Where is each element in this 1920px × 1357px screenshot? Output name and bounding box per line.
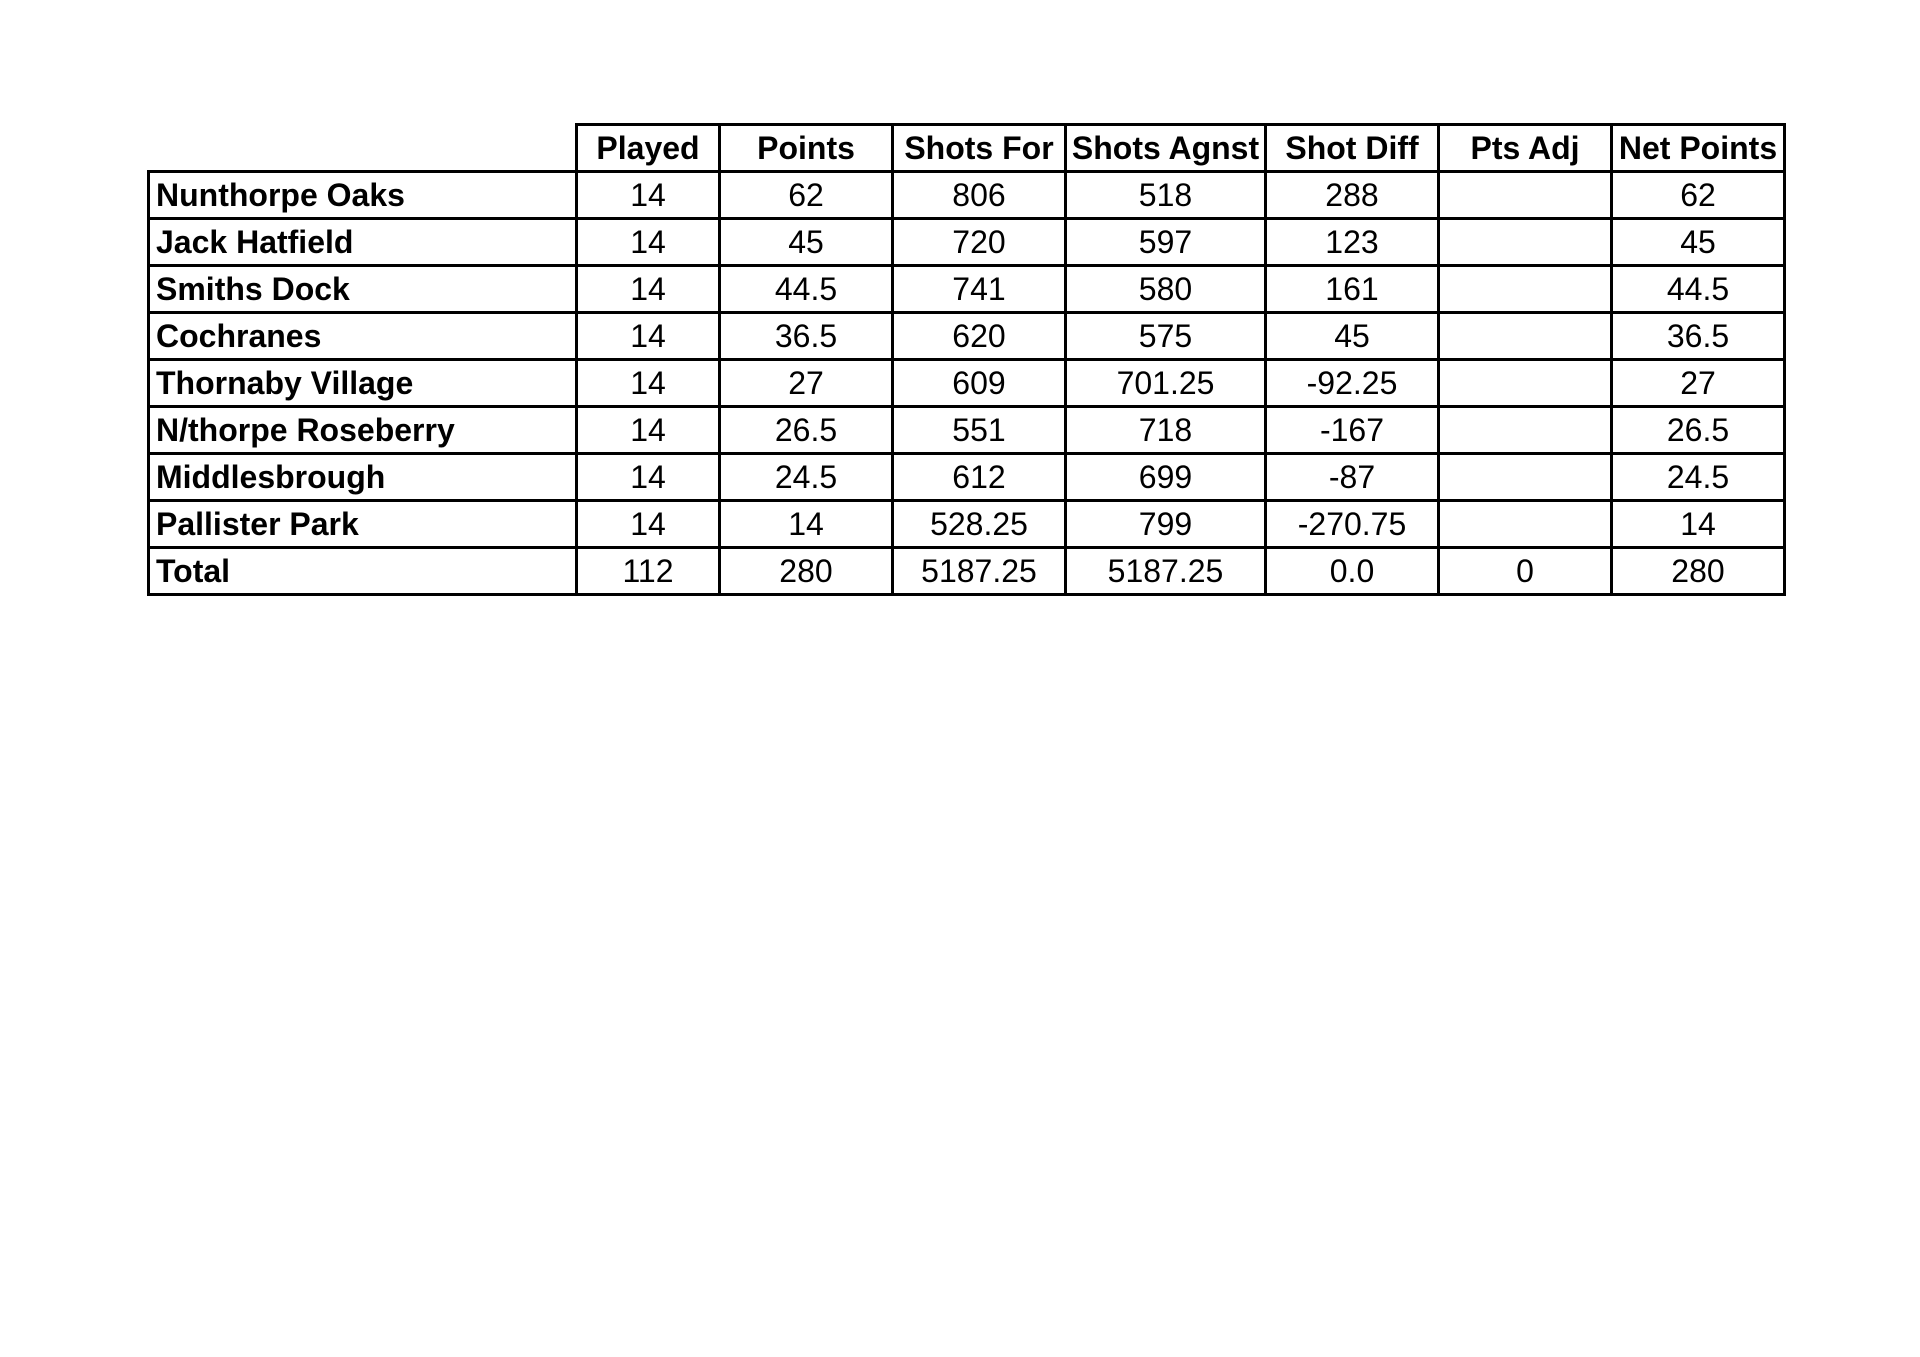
played-cell: 14 xyxy=(577,219,720,266)
pts-adj-cell xyxy=(1439,360,1612,407)
played-cell: 14 xyxy=(577,266,720,313)
shots-agnst-cell: 718 xyxy=(1066,407,1266,454)
column-header-played: Played xyxy=(577,125,720,172)
total-shots-for-cell: 5187.25 xyxy=(893,548,1066,595)
total-label-cell: Total xyxy=(149,548,577,595)
played-cell: 14 xyxy=(577,454,720,501)
total-points-cell: 280 xyxy=(720,548,893,595)
shots-for-cell: 528.25 xyxy=(893,501,1066,548)
column-header-shots-agnst: Shots Agnst xyxy=(1066,125,1266,172)
shots-for-cell: 741 xyxy=(893,266,1066,313)
points-cell: 45 xyxy=(720,219,893,266)
net-points-cell: 27 xyxy=(1612,360,1785,407)
column-header-shot-diff: Shot Diff xyxy=(1266,125,1439,172)
team-name-cell: Cochranes xyxy=(149,313,577,360)
table-row xyxy=(149,219,1785,266)
played-cell: 14 xyxy=(577,360,720,407)
column-header-pts-adj: Pts Adj xyxy=(1439,125,1612,172)
points-cell: 26.5 xyxy=(720,407,893,454)
played-cell: 14 xyxy=(577,172,720,219)
total-pts-adj-cell: 0 xyxy=(1439,548,1612,595)
table-row xyxy=(149,266,1785,313)
table-row xyxy=(149,501,1785,548)
team-name-cell: Pallister Park xyxy=(149,501,577,548)
net-points-cell: 44.5 xyxy=(1612,266,1785,313)
total-net-points-cell: 280 xyxy=(1612,548,1785,595)
shots-agnst-cell: 701.25 xyxy=(1066,360,1266,407)
points-cell: 24.5 xyxy=(720,454,893,501)
points-cell: 44.5 xyxy=(720,266,893,313)
team-name-cell: N/thorpe Roseberry xyxy=(149,407,577,454)
team-name-cell: Nunthorpe Oaks xyxy=(149,172,577,219)
points-cell: 14 xyxy=(720,501,893,548)
points-cell: 62 xyxy=(720,172,893,219)
shots-agnst-cell: 799 xyxy=(1066,501,1266,548)
shots-agnst-cell: 597 xyxy=(1066,219,1266,266)
shots-agnst-cell: 699 xyxy=(1066,454,1266,501)
corner-cell xyxy=(149,125,577,172)
pts-adj-cell xyxy=(1439,454,1612,501)
net-points-cell: 36.5 xyxy=(1612,313,1785,360)
net-points-cell: 45 xyxy=(1612,219,1785,266)
shots-agnst-cell: 575 xyxy=(1066,313,1266,360)
shot-diff-cell: 288 xyxy=(1266,172,1439,219)
team-name-cell: Jack Hatfield xyxy=(149,219,577,266)
pts-adj-cell xyxy=(1439,501,1612,548)
net-points-cell: 24.5 xyxy=(1612,454,1785,501)
net-points-cell: 26.5 xyxy=(1612,407,1785,454)
table-row xyxy=(149,360,1785,407)
points-cell: 27 xyxy=(720,360,893,407)
shot-diff-cell: 161 xyxy=(1266,266,1439,313)
points-cell: 36.5 xyxy=(720,313,893,360)
shot-diff-cell: 45 xyxy=(1266,313,1439,360)
column-header-shots-for: Shots For xyxy=(893,125,1066,172)
shots-agnst-cell: 580 xyxy=(1066,266,1266,313)
played-cell: 14 xyxy=(577,501,720,548)
shot-diff-cell: -87 xyxy=(1266,454,1439,501)
team-name-cell: Thornaby Village xyxy=(149,360,577,407)
played-cell: 14 xyxy=(577,407,720,454)
pts-adj-cell xyxy=(1439,407,1612,454)
shots-for-cell: 720 xyxy=(893,219,1066,266)
total-row xyxy=(149,548,1785,595)
column-header-points: Points xyxy=(720,125,893,172)
team-name-cell: Smiths Dock xyxy=(149,266,577,313)
shot-diff-cell: -92.25 xyxy=(1266,360,1439,407)
total-shot-diff-cell: 0.0 xyxy=(1266,548,1439,595)
shots-for-cell: 806 xyxy=(893,172,1066,219)
pts-adj-cell xyxy=(1439,172,1612,219)
shots-for-cell: 612 xyxy=(893,454,1066,501)
pts-adj-cell xyxy=(1439,313,1612,360)
header-row xyxy=(149,125,1785,172)
column-header-net-points: Net Points xyxy=(1612,125,1785,172)
played-cell: 14 xyxy=(577,313,720,360)
table-row xyxy=(149,313,1785,360)
pts-adj-cell xyxy=(1439,219,1612,266)
shots-agnst-cell: 518 xyxy=(1066,172,1266,219)
table-row xyxy=(149,407,1785,454)
shot-diff-cell: 123 xyxy=(1266,219,1439,266)
shots-for-cell: 551 xyxy=(893,407,1066,454)
shot-diff-cell: -270.75 xyxy=(1266,501,1439,548)
shots-for-cell: 620 xyxy=(893,313,1066,360)
shots-for-cell: 609 xyxy=(893,360,1066,407)
league-table xyxy=(147,123,1786,596)
team-name-cell: Middlesbrough xyxy=(149,454,577,501)
total-played-cell: 112 xyxy=(577,548,720,595)
pts-adj-cell xyxy=(1439,266,1612,313)
total-shots-agnst-cell: 5187.25 xyxy=(1066,548,1266,595)
net-points-cell: 14 xyxy=(1612,501,1785,548)
shot-diff-cell: -167 xyxy=(1266,407,1439,454)
table-row xyxy=(149,454,1785,501)
table-row xyxy=(149,172,1785,219)
net-points-cell: 62 xyxy=(1612,172,1785,219)
